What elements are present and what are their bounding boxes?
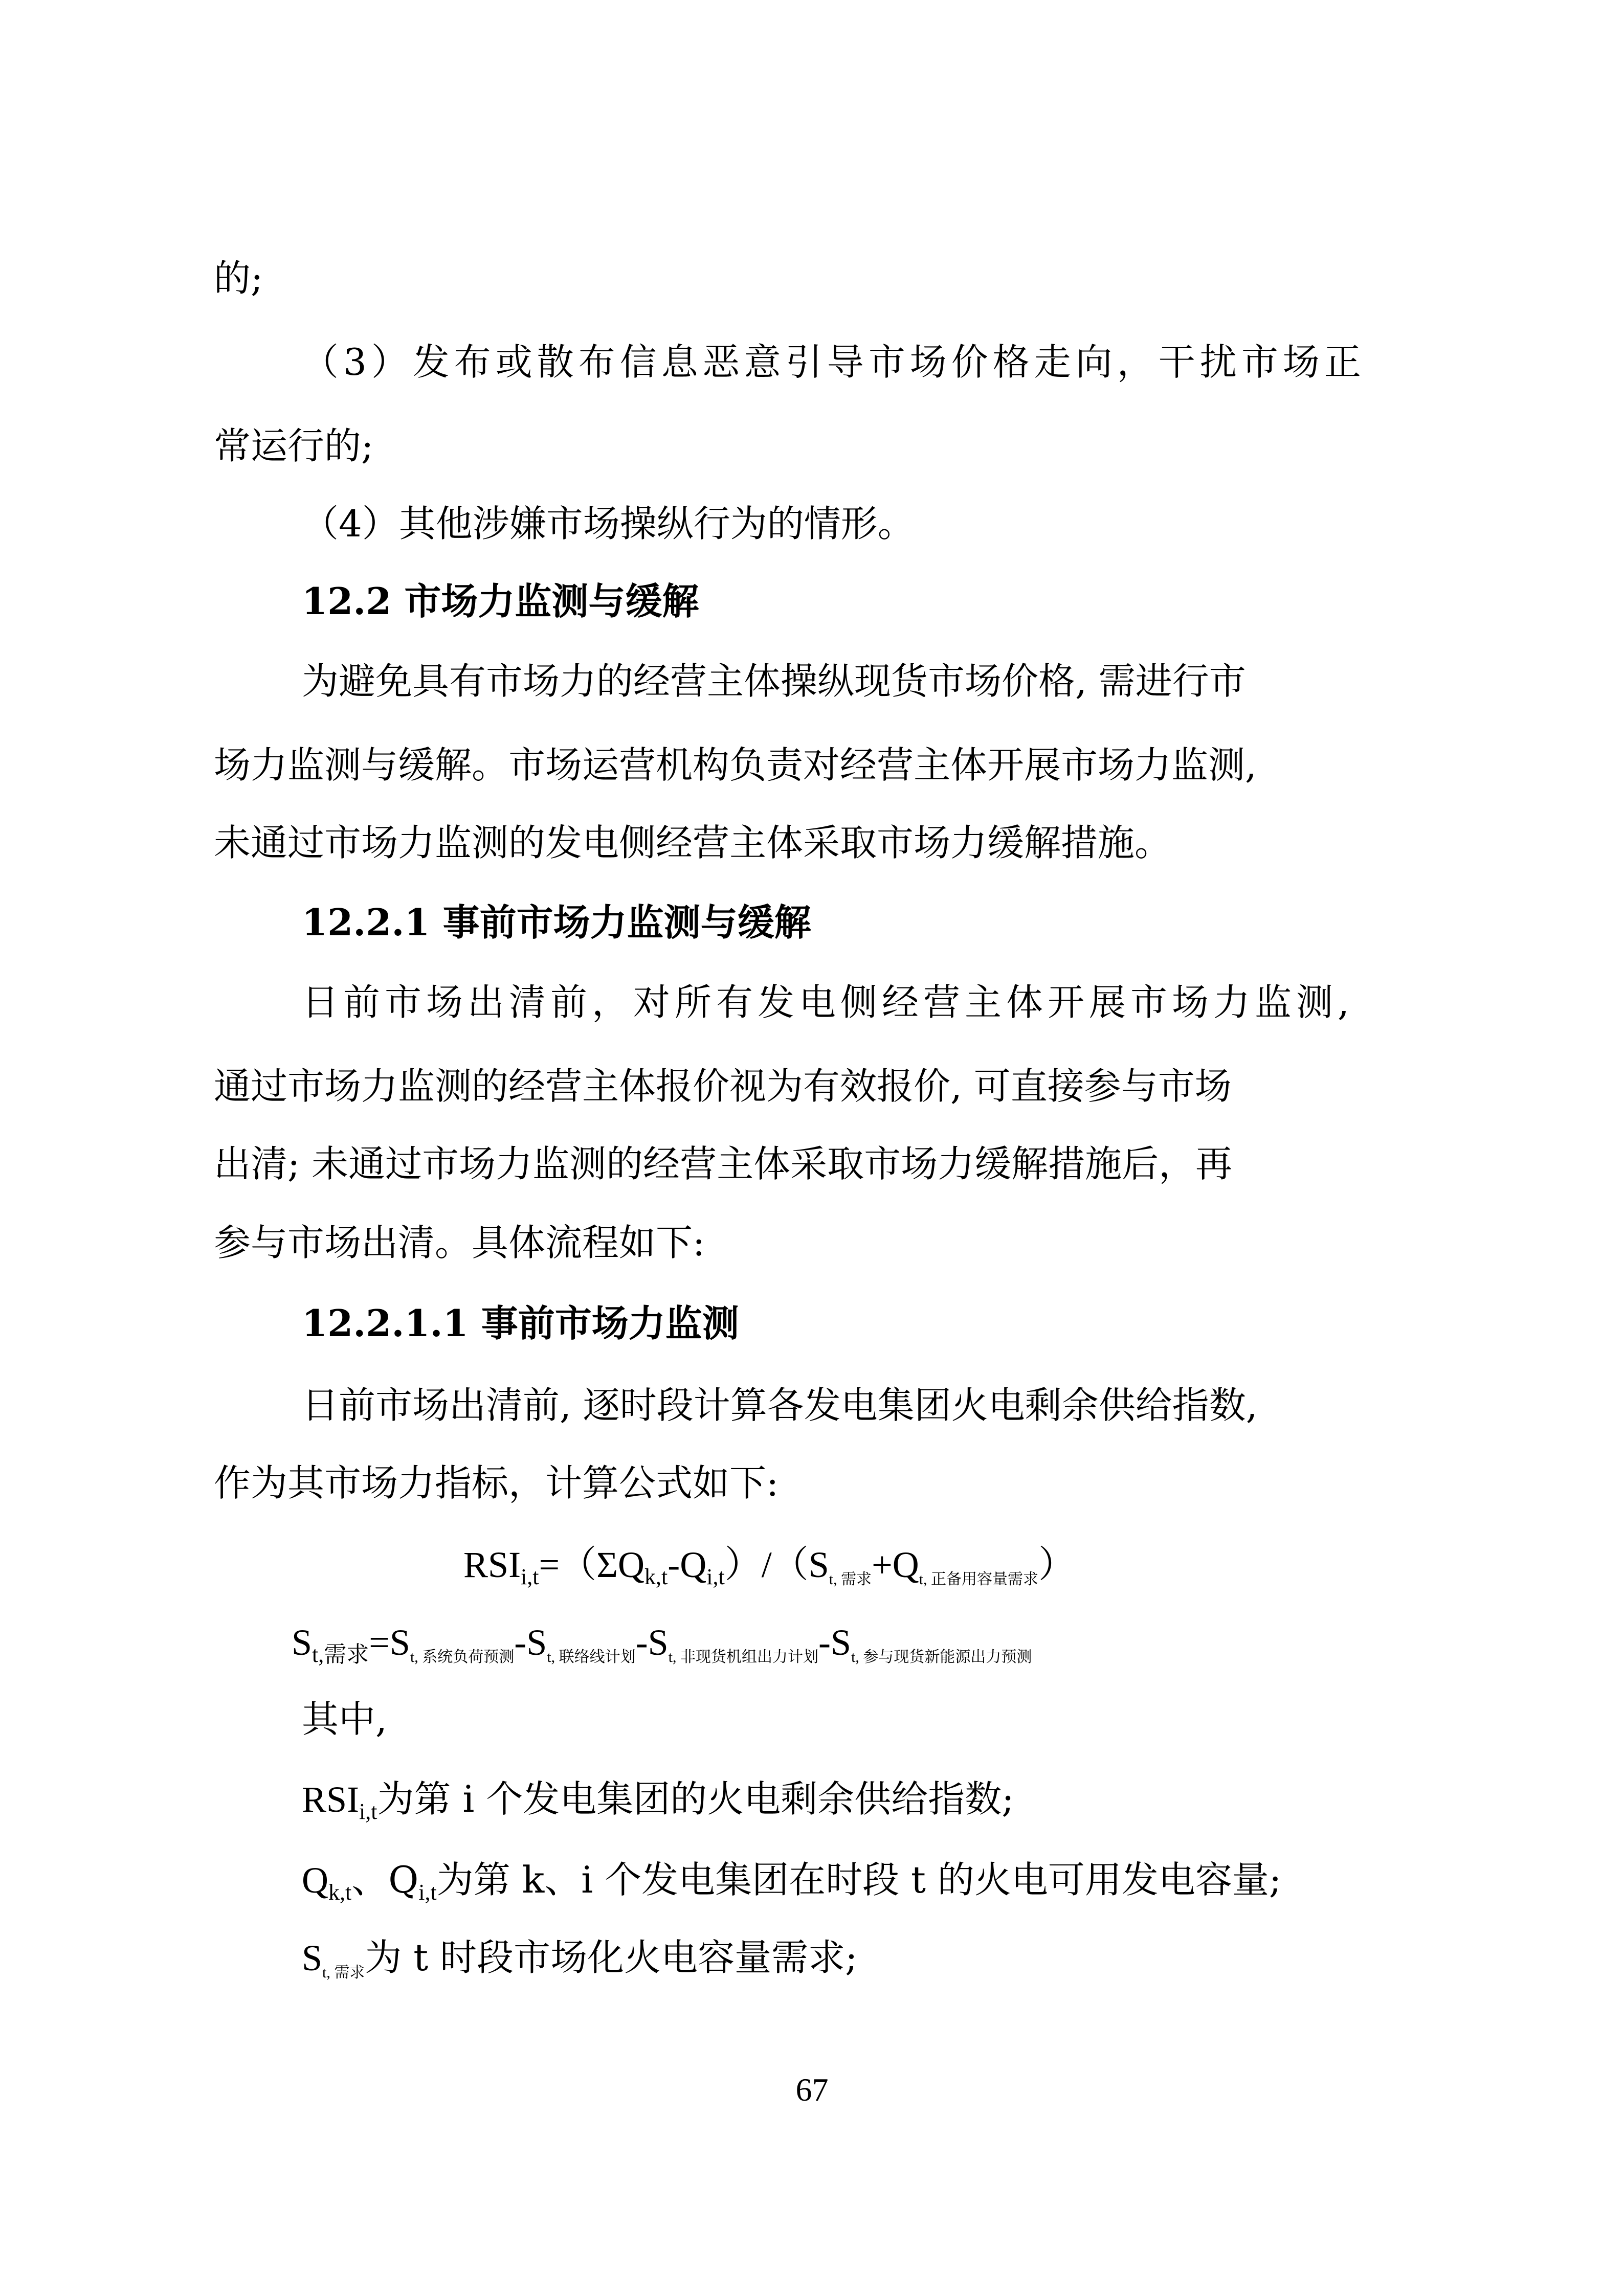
text-line-3: 常运行的; (214, 424, 374, 467)
text-line-1: 的; (214, 257, 263, 300)
section-heading-12-2: 12.2 市场力监测与缓解 (302, 579, 699, 623)
definition-s: $S_{t, 需求}$为 t 时段市场化火电容量需求; (302, 1936, 858, 1981)
text-line-2: （3）发布或散布信息恶意引导市场价格走向，干扰市场正 (302, 341, 1366, 384)
section-heading-12-2-1: 12.2.1 事前市场力监测与缓解 (302, 901, 811, 944)
text-line-16: 作为其市场力指标，计算公式如下: (214, 1461, 779, 1504)
definition-rsi: $RSI_{i,t}$为第 i 个发电集团的火电剩余供给指数; (302, 1777, 1014, 1824)
section-heading-12-2-1-1: 12.2.1.1 事前市场力监测 (302, 1301, 739, 1345)
page-number: 67 (795, 2072, 829, 2108)
text-line-7: 场力监测与缓解。市场运营机构负责对经营主体开展市场力监测, (214, 744, 1257, 786)
text-line-6: 为避免具有市场力的经营主体操纵现货市场价格, 需进行市 (302, 660, 1246, 703)
text-line-8: 未通过市场力监测的发电侧经营主体采取市场力缓解措施。 (214, 821, 1172, 864)
text-line-15: 日前市场出清前, 逐时段计算各发电集团火电剩余供给指数, (302, 1384, 1258, 1427)
demand-formula: $S_{t,需求}=S_{t, 系统负荷预测}-S_{t, 联络线计划}-S_{t, 非现货机组出力计划}-S_{t, 参与现货新能源出力预测}$ (292, 1622, 1032, 1667)
text-line-10: 日前市场出清前，对所有发电侧经营主体开展市场力监测, (302, 981, 1354, 1024)
text-line-11: 通过市场力监测的经营主体报价视为有效报价, 可直接参与市场 (214, 1065, 1232, 1108)
text-line-4: （4）其他涉嫌市场操纵行为的情形。 (302, 502, 915, 545)
rsi-formula: $RSI_{i,t}=(\Sigma Q_{k,t}-Q_{i,t})/(S_{t, 需求}+Q_{t, 正备用容量需求})$ (463, 1544, 1076, 1589)
text-line-13: 参与市场出清。具体流程如下: (214, 1221, 705, 1264)
text-line-where: 其中, (302, 1698, 387, 1741)
text-line-12: 出清; 未通过市场力监测的经营主体采取市场力缓解措施后，再 (214, 1142, 1233, 1185)
definition-q: $Q_{k,t}$、$Q_{i,t}$为第 k、i 个发电集团在时段 t 的火电可用发电容量; (302, 1858, 1282, 1905)
